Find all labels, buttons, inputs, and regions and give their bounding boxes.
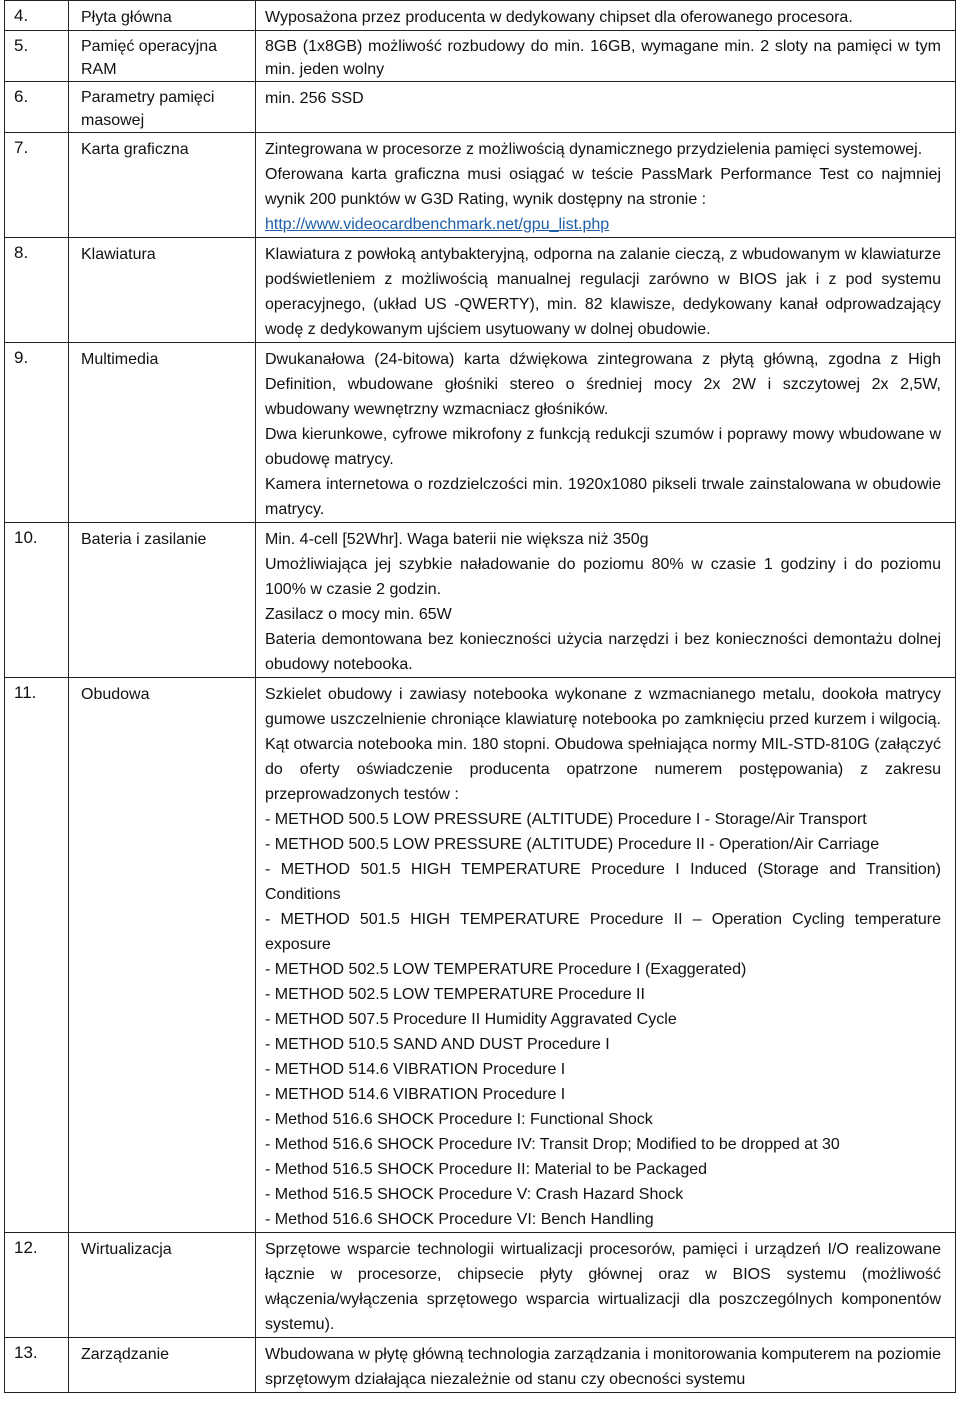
description-line: Zintegrowana w procesorze z możliwością dynamicznego przydzielenia pamięci systemowej. bbox=[265, 141, 923, 158]
description-line: Zasilacz o mocy min. 65W bbox=[265, 606, 452, 623]
description-line: Sprzętowe wsparcie technologii wirtualizacji procesorów, pamięci i urządzeń I/O realizowane łącznie w procesorze, chipsecie płyty głównej oraz w BIOS systemu (możliwość włączenia/wyłączenia sprzętowego wsparcia wirtualizacji dla poszczególnych komponentów systemu). bbox=[265, 1241, 941, 1333]
description-line: Klawiatura z powłoką antybakteryjną, odporna na zalanie cieczą, z wbudowanym w klawiaturze podświetleniem z możliwością manualnej regulacji zarówno w BIOS jak i z pod systemu operacyjnego, (układ US -QWERTY), min. 82 klawisze, dedykowany kanał odprowadzający wodę z dedykowanym ujściem usytuowany w dolnej obudowie. bbox=[265, 246, 941, 338]
row-parameter: Pamięć operacyjna RAM bbox=[69, 31, 256, 82]
table-row bbox=[5, 343, 956, 523]
description-line: Kamera internetowa o rozdzielczości min. 1920x1080 pikseli trwale zainstalowana w obudowie matrycy. bbox=[265, 476, 941, 518]
description-line: - METHOD 502.5 LOW TEMPERATURE Procedure I (Exaggerated) bbox=[265, 961, 747, 978]
row-parameter: Bateria i zasilanie bbox=[69, 523, 256, 678]
row-number: 7. bbox=[5, 133, 69, 238]
row-parameter: Obudowa bbox=[69, 678, 256, 1233]
description-line: - METHOD 500.5 LOW PRESSURE (ALTITUDE) Procedure I - Storage/Air Transport bbox=[265, 811, 867, 828]
row-description bbox=[256, 133, 956, 238]
description-line: - METHOD 501.5 HIGH TEMPERATURE Procedure II – Operation Cycling temperature exposure bbox=[265, 911, 941, 953]
table-row bbox=[5, 678, 956, 1233]
description-line: Szkielet obudowy i zawiasy notebooka wykonane z wzmacnianego metalu, dookoła matrycy gumowe uszczelnienie chroniące klawiaturę notebooka po zamknięciu przed kurzem i wilgocią. Kąt otwarcia notebooka min. 180 stopni. Obudowa spełniająca normy MIL-STD-810G (załączyć do oferty oświadczenie producenta opatrzone numerem postępowania) z zakresu przeprowadzonych testów : bbox=[265, 686, 941, 803]
table-row bbox=[5, 238, 956, 343]
row-parameter: Karta graficzna bbox=[69, 133, 256, 238]
row-description bbox=[256, 31, 956, 82]
row-description bbox=[256, 678, 956, 1233]
row-description bbox=[256, 523, 956, 678]
description-line: - Method 516.5 SHOCK Procedure II: Material to be Packaged bbox=[265, 1161, 708, 1178]
table-row bbox=[5, 133, 956, 238]
row-number: 11. bbox=[5, 678, 69, 1233]
description-line: - Method 516.6 SHOCK Procedure VI: Bench Handling bbox=[265, 1211, 654, 1228]
row-parameter: Płyta główna bbox=[69, 1, 256, 31]
table-row bbox=[5, 1338, 956, 1393]
description-line: - METHOD 501.5 HIGH TEMPERATURE Procedure I Induced (Storage and Transition) Conditions bbox=[265, 861, 941, 903]
row-number: 13. bbox=[5, 1338, 69, 1393]
description-line: Min. 4-cell [52Whr]. Waga baterii nie większa niż 350g bbox=[265, 531, 649, 548]
row-number: 12. bbox=[5, 1233, 69, 1338]
table-row bbox=[5, 1233, 956, 1338]
description-line: Wbudowana w płytę główną technologia zarządzania i monitorowania komputerem na poziomie sprzętowym działająca niezależnie od stanu czy obecności systemu bbox=[265, 1346, 941, 1388]
table-row bbox=[5, 82, 956, 133]
table-row bbox=[5, 31, 956, 82]
description-line: Dwukanałowa (24-bitowa) karta dźwiękowa zintegrowana z płytą główną, zgodna z High Definition, wbudowane głośniki stereo o średniej mocy 2x 2W i szczytowej 2x 2,5W, wbudowany wewnętrzny wzmacniacz głośników. bbox=[265, 351, 941, 418]
row-description bbox=[256, 1, 956, 31]
description-line: - METHOD 510.5 SAND AND DUST Procedure I bbox=[265, 1036, 610, 1053]
description-line: 8GB (1x8GB) możliwość rozbudowy do min. 16GB, wymagane min. 2 sloty na pamięci w tym min. jeden wolny bbox=[265, 38, 941, 78]
table-row bbox=[5, 1, 956, 31]
row-description bbox=[256, 1233, 956, 1338]
description-line: Bateria demontowana bez konieczności użycia narzędzi i bez konieczności demontażu dolnej obudowy notebooka. bbox=[265, 631, 941, 673]
description-line: min. 256 SSD bbox=[265, 90, 364, 107]
row-description bbox=[256, 82, 956, 133]
description-line: Dwa kierunkowe, cyfrowe mikrofony z funkcją redukcji szumów i poprawy mowy wbudowane w obudowę matrycy. bbox=[265, 426, 941, 468]
description-line: - Method 516.6 SHOCK Procedure IV: Transit Drop; Modified to be dropped at 30 bbox=[265, 1136, 840, 1153]
description-line: - METHOD 507.5 Procedure II Humidity Aggravated Cycle bbox=[265, 1011, 677, 1028]
specification-table bbox=[4, 0, 956, 1393]
row-parameter: Klawiatura bbox=[69, 238, 256, 343]
description-line: Umożliwiająca jej szybkie naładowanie do poziomu 80% w czasie 1 godziny i do poziomu 100% w czasie 2 godzin. bbox=[265, 556, 941, 598]
description-line: - METHOD 500.5 LOW PRESSURE (ALTITUDE) Procedure II - Operation/Air Carriage bbox=[265, 836, 880, 853]
description-line: - METHOD 514.6 VIBRATION Procedure I bbox=[265, 1061, 566, 1078]
table-row bbox=[5, 523, 956, 678]
row-description bbox=[256, 1338, 956, 1393]
description-line: - METHOD 514.6 VIBRATION Procedure I bbox=[265, 1086, 566, 1103]
description-line: Wyposażona przez producenta w dedykowany chipset dla oferowanego procesora. bbox=[265, 9, 853, 26]
description-line: - METHOD 502.5 LOW TEMPERATURE Procedure II bbox=[265, 986, 645, 1003]
row-parameter: Zarządzanie bbox=[69, 1338, 256, 1393]
row-number: 5. bbox=[5, 31, 69, 82]
row-number: 8. bbox=[5, 238, 69, 343]
row-parameter: Parametry pamięci masowej bbox=[69, 82, 256, 133]
row-parameter: Wirtualizacja bbox=[69, 1233, 256, 1338]
row-parameter: Multimedia bbox=[69, 343, 256, 523]
row-description bbox=[256, 238, 956, 343]
row-number: 6. bbox=[5, 82, 69, 133]
row-description bbox=[256, 343, 956, 523]
row-number: 10. bbox=[5, 523, 69, 678]
benchmark-link[interactable]: http://www.videocardbenchmark.net/gpu_list.php bbox=[265, 216, 610, 233]
row-number: 4. bbox=[5, 1, 69, 31]
description-line: Oferowana karta graficzna musi osiągać w teście PassMark Performance Test co najmniej wynik 200 punktów w G3D Rating, wynik dostępny na stronie : bbox=[265, 166, 941, 208]
description-line: - Method 516.5 SHOCK Procedure V: Crash Hazard Shock bbox=[265, 1186, 684, 1203]
row-number: 9. bbox=[5, 343, 69, 523]
description-line: - Method 516.6 SHOCK Procedure I: Functional Shock bbox=[265, 1111, 653, 1128]
